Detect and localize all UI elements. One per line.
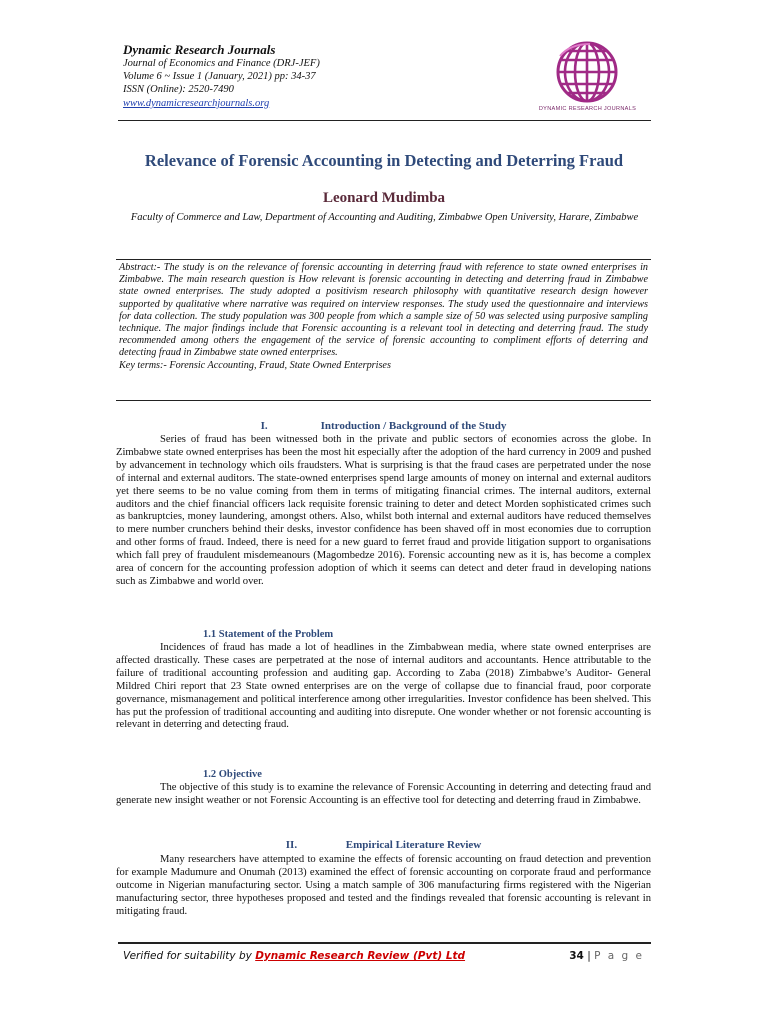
organisation-link[interactable]: Dynamic Research Review (Pvt) Ltd bbox=[255, 950, 466, 962]
section-heading-1 bbox=[116, 420, 651, 432]
section-number: II. bbox=[285, 839, 298, 851]
journal-url-link[interactable]: www.dynamicresearchjournals.org bbox=[123, 97, 270, 109]
objective-paragraph: The objective of this study is to examine the relevance of Forensic Accounting in deterring and detecting fraud and generate new insight weather or not Forensic Accounting is an effective tool for detecting and deterring fraud in Zimbabwe. bbox=[116, 782, 651, 806]
journal-logo bbox=[530, 38, 645, 118]
section-heading-2 bbox=[116, 839, 651, 851]
paper-title: Relevance of Forensic Accounting in Detecting and Deterring Fraud bbox=[144, 151, 624, 170]
abstract-text: Abstract:- The study is on the relevance of forensic accounting in deterring fraud with reference to state owned enterprises in Zimbabwe. The main research question is How relevant is forensic accounting in detecting and deterring fraud in Zimbabwe state owned enterprises. The study adopted a positivism research philosophy with quantitative research design however supported by qualitative where narrative was required on interview responses. The study used the questionnaire and interviews for data collection. The study population was 300 people from which a sample size of 50 was selected using purposive sampling technique. The major findings include that Forensic accounting is a relevant tool in detecting and deterring fraud. The study recommended among others the engagement of the service of forensic accounting to compliment efforts of deterring and detecting fraud in Zimbabwe state owned enterprises. bbox=[119, 262, 648, 359]
journal-issn: ISSN (Online): 2520-7490 bbox=[123, 84, 234, 96]
subsection-heading-problem: 1.1 Statement of the Problem bbox=[203, 629, 334, 640]
journal-full-name: Journal of Economics and Finance (DRJ-JEF) bbox=[123, 58, 320, 69]
literature-paragraph: Many researchers have attempted to examine the effects of forensic accounting on fraud detection and prevention for example Madumure and Onumah (2013) examined the effect of forensic accounting on corporate fraud and performance outcome in Nigerian manufacturing sector. Using a match sample of 306 manufacturing firms registered with the Nigerian manufacturing sector, three hypotheses proposed and tested and the findings revealed that forensic accounting is relevant in mitigating fraud. bbox=[116, 854, 651, 917]
globe-logo-icon bbox=[530, 38, 645, 108]
author-affiliation: Faculty of Commerce and Law, Department of Accounting and Auditing, Zimbabwe Open University, Harare, Zimbabwe bbox=[130, 212, 639, 223]
logo-caption: DYNAMIC RESEARCH JOURNALS bbox=[538, 106, 637, 112]
page-separator: | bbox=[587, 950, 591, 962]
page-number: 34 bbox=[569, 950, 584, 962]
verified-text: Verified for suitability by bbox=[123, 950, 256, 962]
journal-header bbox=[123, 42, 543, 110]
page-word: P a g e bbox=[594, 950, 644, 962]
page-footer bbox=[123, 950, 648, 962]
problem-paragraph: Incidences of fraud has made a lot of headlines in the Zimbabwean media, where state owned enterprises are affected drastically. These cases are perpetrated at the nose of internal auditors and accountants. Hence attributable to the failure of traditional accounting profession and auditing gap. According to Zaba (2018) Zimbabwe’s Auditor- General Mildred Chiri report that 23 State owned enterprises are on the verge of collapse due to financial fraud, poor corporate governance, mismanagement and political interference among other irregularities. Investor confidence has been shelved. This has put the profession of traditional accounting and auditing into disrepute. One wonder whether or not forensic accounting is relevant in deterring and detecting fraud. bbox=[116, 642, 651, 731]
section-title: Introduction / Background of the Study bbox=[320, 420, 507, 432]
abstract-box bbox=[116, 259, 651, 401]
section-number: I. bbox=[260, 420, 268, 432]
page-indicator bbox=[569, 950, 644, 962]
subsection-heading-objective: 1.2 Objective bbox=[203, 769, 262, 780]
header-divider bbox=[118, 120, 651, 121]
intro-paragraph: Series of fraud has been witnessed both in the private and public sectors of economies across the globe. In Zimbabwe state owned enterprises has been the most hit especially after the adoption of the hard currency in 2009 and pushed by advancement in technology which oils fraudsters. What is surprising is that the fraud cases are perpetrated under the nose of internal and external auditors. The state-owned enterprises spend large amounts of money on internal and external auditors yet there seems to be no value coming from them in terms of mitigating financial crimes. The internal auditors, external auditors and the chief financial officers lack requisite forensic training to deter and detect Morden sophisticated crimes such as bankruptcies, money laundering, amongst others. Also, whilst both internal and external auditors have reduced themselves to mere number crunchers behind their desks, investor confidence has been shaved off in most economies due to corruption and other forms of fraud. Indeed, there is need for a new guard to ferret fraud and provide litigation support to organisations which fall prey of fraudulent misdemeanours (Magombedze 2016). Forensic accounting new as it is, has become a complex area of concern for the accounting profession adoption of which it seems can detect and deter fraud in developing nations such as Zimbabwe and world over. bbox=[116, 434, 651, 587]
key-terms: Key terms:- Forensic Accounting, Fraud, State Owned Enterprises bbox=[119, 359, 391, 371]
paper-author: Leonard Mudimba bbox=[322, 190, 446, 206]
footer-divider bbox=[118, 942, 651, 944]
journal-volume: Volume 6 ~ Issue 1 (January, 2021) pp: 34-37 bbox=[123, 71, 316, 83]
section-title: Empirical Literature Review bbox=[345, 839, 482, 851]
journal-name: Dynamic Research Journals bbox=[123, 42, 276, 57]
